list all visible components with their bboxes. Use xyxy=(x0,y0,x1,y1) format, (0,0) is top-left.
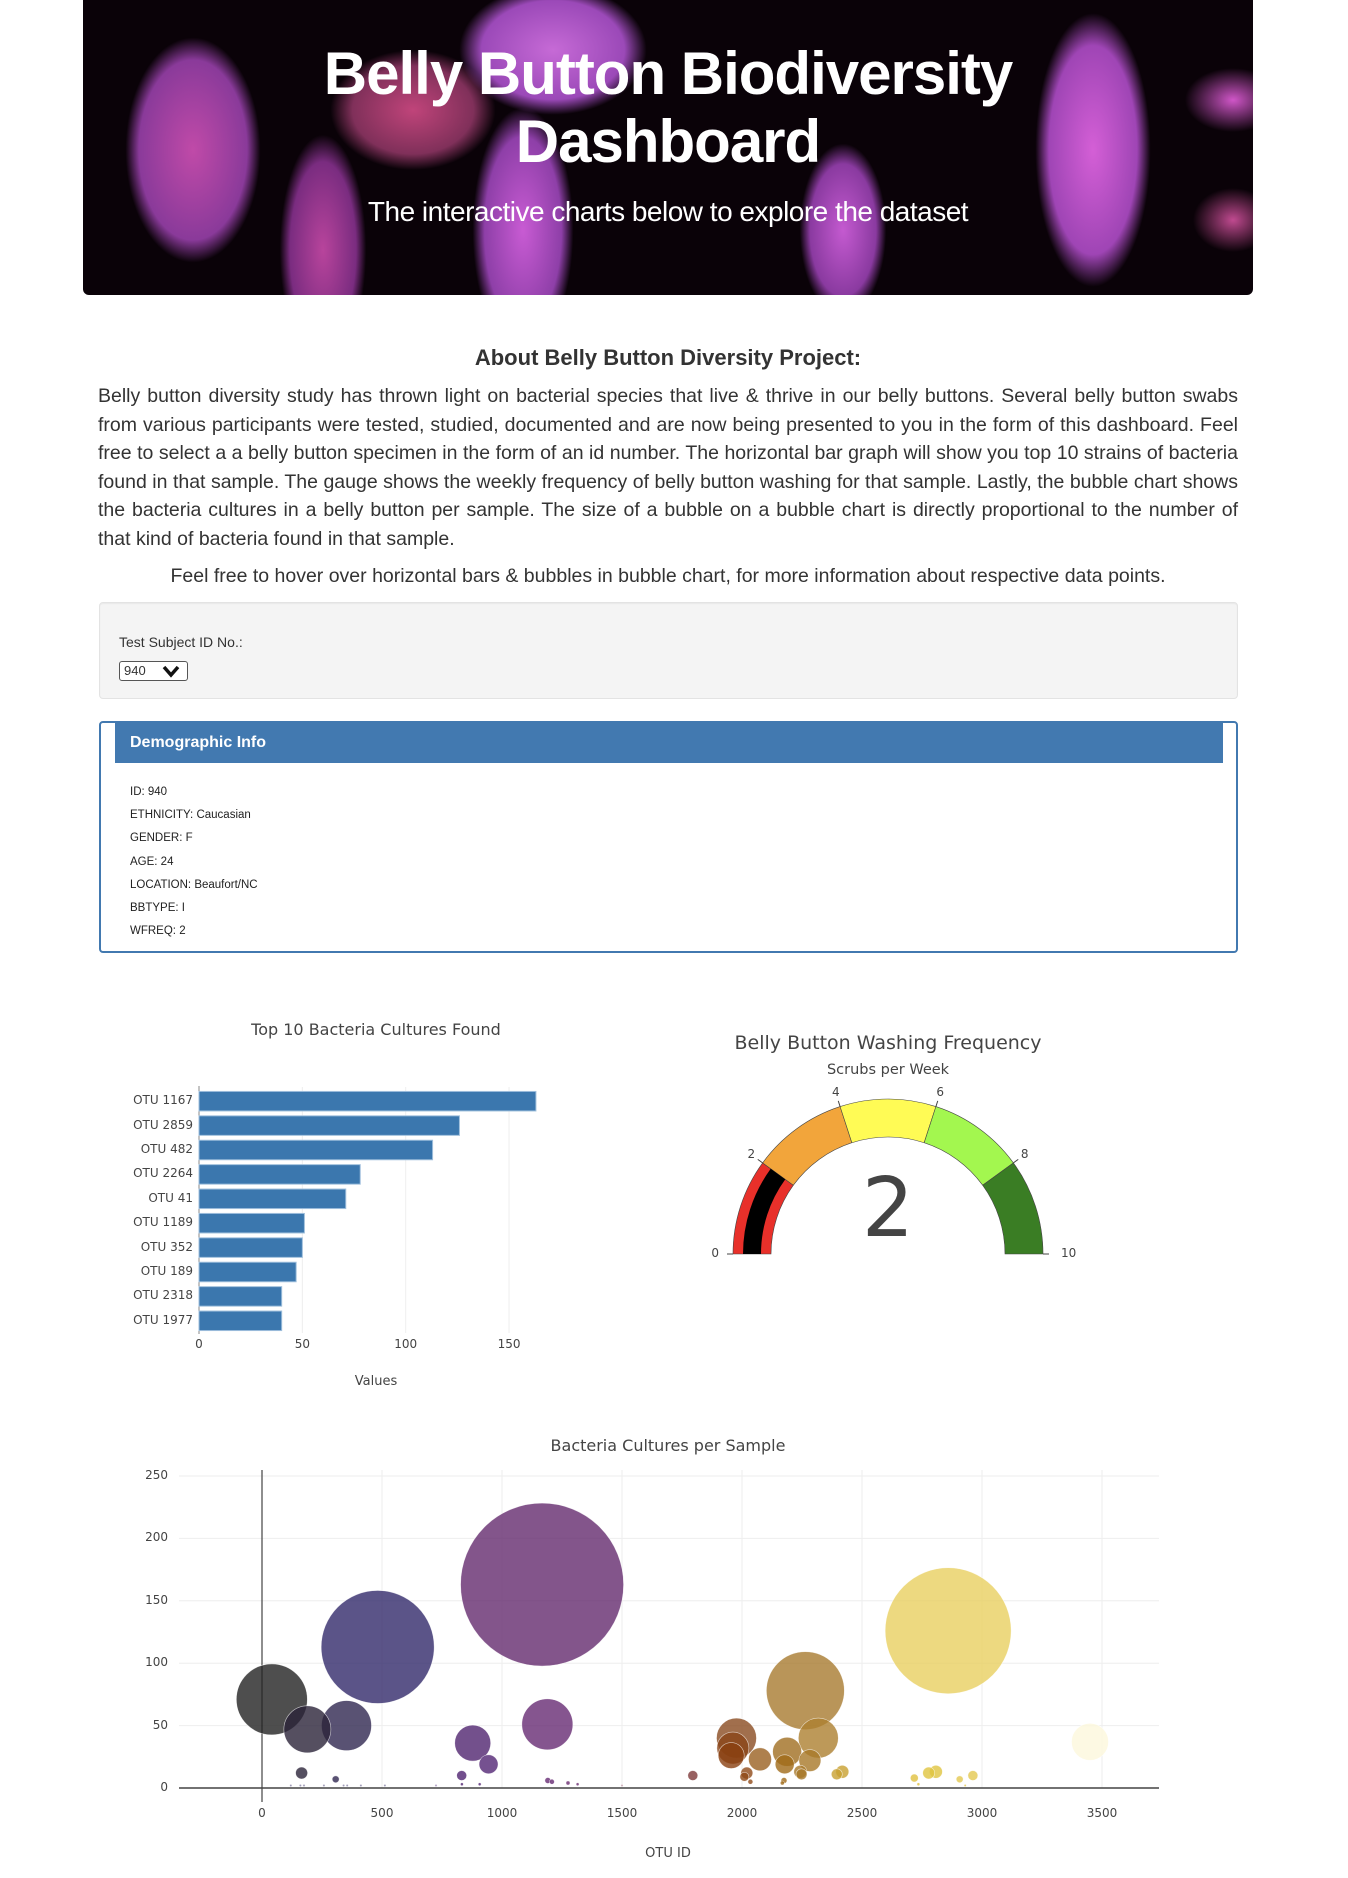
gauge-value: 2 xyxy=(861,1161,915,1256)
bar-x-tick: 150 xyxy=(497,1337,521,1351)
bar[interactable] xyxy=(199,1189,346,1209)
demographic-item: LOCATION: Beaufort/NC xyxy=(130,878,258,891)
bubble[interactable] xyxy=(796,1769,807,1780)
bubble[interactable] xyxy=(831,1769,842,1780)
bubble[interactable] xyxy=(303,1784,305,1786)
demographic-heading: Demographic Info xyxy=(115,723,1223,763)
bubble-y-tick: 250 xyxy=(145,1468,168,1482)
bubble-x-tick: 0 xyxy=(258,1806,266,1820)
gauge-tick-label: 6 xyxy=(936,1085,945,1100)
bubble[interactable] xyxy=(576,1783,579,1786)
bar-chart-xlabel: Values xyxy=(354,1374,398,1389)
bar[interactable] xyxy=(199,1238,302,1258)
bubble-y-tick: 100 xyxy=(145,1655,168,1670)
bubble[interactable] xyxy=(718,1743,744,1769)
bar-y-label: OTU 41 xyxy=(148,1190,193,1205)
page-title-line2: Dashboard xyxy=(515,108,821,175)
bubble-x-tick: 1000 xyxy=(486,1806,518,1820)
gauge-title: Belly Button Washing Frequency xyxy=(734,1032,1042,1054)
bubble[interactable] xyxy=(478,1783,481,1786)
bubble[interactable] xyxy=(323,1784,325,1786)
bubble[interactable] xyxy=(360,1784,362,1786)
bubble-y-tick: 150 xyxy=(145,1592,168,1607)
bubble[interactable] xyxy=(917,1783,920,1786)
bubble[interactable] xyxy=(566,1781,570,1785)
about-body: Belly button diversity study has thrown light on bacterial species that live & thrive in our belly buttons. Several belly button swabs from various participants were tested, studied, documented and are now being presented to you in the form of this dashboard. Feel free to select a a belly button specimen in the form of an id number. The horizontal bar graph will show you top 10 strains of bacteria found in that sample. The gauge shows the weekly frequency of belly button washing for that sample. Lastly, the bubble chart shows the bacteria cultures in a belly button per sample. The size of a bubble on a bubble chart is directly proportional to the number of that kind of bacteria found in that sample. xyxy=(98,385,1238,550)
bubble[interactable] xyxy=(1072,1723,1109,1760)
page-title-line1: Belly Button Biodiversity xyxy=(323,40,1013,107)
bubble-x-tick: 1500 xyxy=(606,1806,638,1820)
bubble[interactable] xyxy=(290,1784,292,1786)
bar-chart-title: Top 10 Bacteria Cultures Found xyxy=(251,1020,501,1039)
bubble[interactable] xyxy=(621,1784,623,1786)
bubble[interactable] xyxy=(346,1784,348,1786)
about-hint: Feel free to hover over horizontal bars & bubbles in bubble chart, for more information about respective data points. xyxy=(170,565,1166,587)
bubble[interactable] xyxy=(748,1779,753,1784)
bubble-x-tick: 2500 xyxy=(846,1806,878,1820)
bar-x-tick: 0 xyxy=(195,1337,203,1351)
bubble[interactable] xyxy=(284,1706,331,1753)
bubble[interactable] xyxy=(968,1771,978,1781)
demographic-panel xyxy=(99,721,1238,953)
bubble[interactable] xyxy=(457,1771,467,1781)
bubble[interactable] xyxy=(910,1774,918,1782)
bubble[interactable] xyxy=(342,1784,344,1786)
bubble[interactable] xyxy=(923,1767,935,1779)
demographic-item: WFREQ: 2 xyxy=(130,925,186,938)
bubble-y-tick: 0 xyxy=(160,1780,168,1794)
subject-id-select[interactable] xyxy=(119,661,188,681)
gauge-tick-label: 10 xyxy=(1061,1246,1077,1260)
bar-y-label: OTU 2318 xyxy=(133,1288,193,1303)
bubble[interactable] xyxy=(296,1767,308,1779)
demographic-item: ETHNICITY: Caucasian xyxy=(130,809,251,822)
bar[interactable] xyxy=(199,1140,433,1160)
bubble[interactable] xyxy=(321,1590,434,1703)
bar-y-label: OTU 2264 xyxy=(133,1166,193,1181)
bar[interactable] xyxy=(199,1091,536,1111)
gauge-tick-label: 8 xyxy=(1020,1146,1029,1161)
bar-y-label: OTU 1977 xyxy=(133,1312,193,1327)
bar-x-tick: 100 xyxy=(394,1337,418,1351)
bubble-chart-plot[interactable] xyxy=(0,0,1,1)
bubble-x-tick: 3500 xyxy=(1086,1806,1118,1820)
gauge-subtitle: Scrubs per Week xyxy=(826,1062,950,1078)
subject-id-label: Test Subject ID No.: xyxy=(119,634,243,650)
bubble[interactable] xyxy=(766,1652,844,1730)
demographic-item: BBTYPE: I xyxy=(130,901,185,914)
selector-panel xyxy=(99,602,1238,699)
about-title: About Belly Button Diversity Project: xyxy=(474,345,862,370)
bar-y-label: OTU 1189 xyxy=(133,1215,193,1230)
bar-x-tick: 50 xyxy=(294,1337,310,1351)
bar[interactable] xyxy=(199,1116,459,1136)
bubble[interactable] xyxy=(549,1779,554,1784)
bar-y-label: OTU 189 xyxy=(140,1264,193,1278)
bar[interactable] xyxy=(199,1287,282,1307)
page-subtitle: The interactive charts below to explore the dataset xyxy=(367,196,969,227)
bubble-x-tick: 500 xyxy=(370,1806,394,1820)
bubble-y-tick: 200 xyxy=(145,1530,168,1545)
bubble[interactable] xyxy=(885,1568,1011,1694)
bubble[interactable] xyxy=(332,1776,339,1783)
bar-y-label: OTU 352 xyxy=(140,1239,193,1254)
gauge-tick-label: 0 xyxy=(711,1246,719,1260)
bar[interactable] xyxy=(199,1262,296,1282)
bubble-y-tick: 50 xyxy=(152,1717,168,1732)
bubble[interactable] xyxy=(749,1748,772,1771)
subject-id-value: 940 xyxy=(124,663,146,678)
bubble[interactable] xyxy=(435,1784,437,1786)
bar[interactable] xyxy=(199,1311,282,1331)
bubble[interactable] xyxy=(522,1699,573,1750)
bubble[interactable] xyxy=(956,1776,963,1783)
demographic-item: ID: 940 xyxy=(130,786,168,798)
bubble-chart-title: Bacteria Cultures per Sample xyxy=(550,1436,786,1455)
bar-y-label: OTU 2859 xyxy=(133,1117,193,1132)
bubble-x-tick: 3000 xyxy=(966,1806,998,1820)
gauge-tick-label: 4 xyxy=(831,1085,840,1100)
bubble-chart-xlabel: OTU ID xyxy=(645,1846,691,1861)
bubble[interactable] xyxy=(461,1503,624,1666)
bubble[interactable] xyxy=(964,1784,966,1786)
demographic-list xyxy=(130,785,258,947)
bubble[interactable] xyxy=(775,1755,794,1774)
bar[interactable] xyxy=(199,1213,304,1233)
bubble[interactable] xyxy=(780,1781,784,1785)
bubble[interactable] xyxy=(688,1771,698,1781)
bar-y-label: OTU 1167 xyxy=(133,1093,193,1108)
bubble[interactable] xyxy=(479,1755,498,1774)
page-title xyxy=(83,40,1253,176)
bubble[interactable] xyxy=(384,1784,386,1786)
gauge-band xyxy=(840,1099,936,1143)
chevron-down-icon xyxy=(161,663,181,679)
bar-y-label: OTU 482 xyxy=(140,1142,193,1156)
demographic-item: GENDER: F xyxy=(130,832,193,845)
hero-banner xyxy=(83,0,1253,295)
gauge-tick-label: 2 xyxy=(747,1146,756,1161)
bubble[interactable] xyxy=(740,1772,749,1781)
demographic-item: AGE: 24 xyxy=(130,855,174,868)
bubble[interactable] xyxy=(460,1783,463,1786)
bar[interactable] xyxy=(199,1165,360,1185)
bubble-x-tick: 2000 xyxy=(726,1806,758,1820)
bubble[interactable] xyxy=(299,1784,301,1786)
